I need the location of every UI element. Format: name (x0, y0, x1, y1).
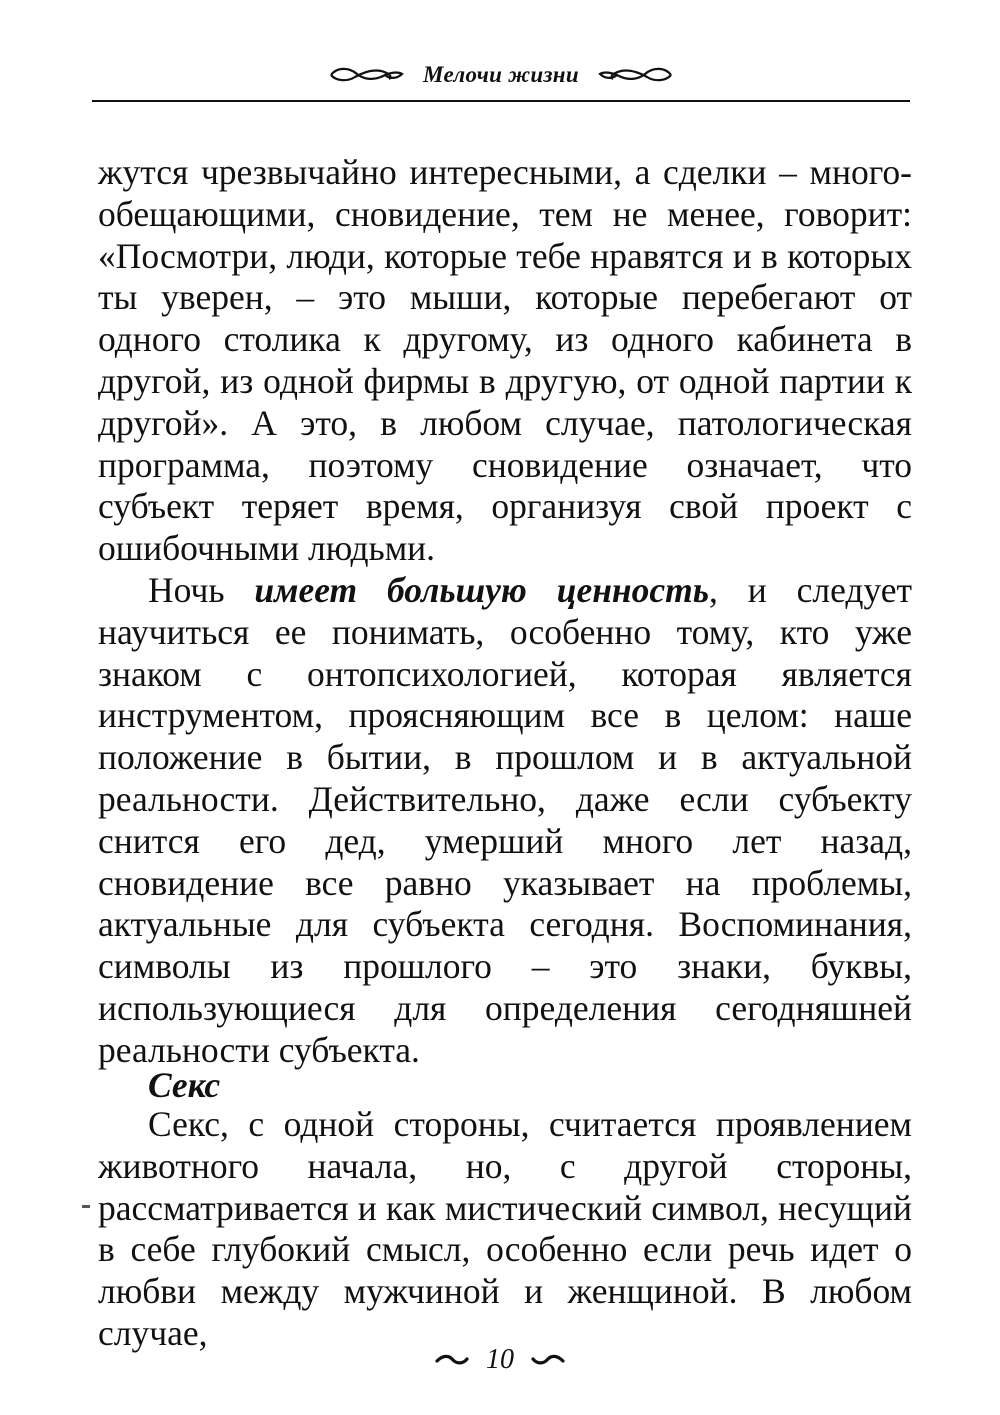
section-heading: Секс (148, 1065, 221, 1105)
header-rule (92, 100, 910, 102)
paragraph-night-lead: Ночь (148, 569, 255, 610)
section-paragraph: Секс, с одной стороны, считается проявлением животного начала, но, с другой стороны, рассматривается и как мистический символ, несущий в себе глубокий смысл, особенно если речь идет о любви между мужчиной и женщиной. В любом случае, (98, 1104, 912, 1353)
scroll-ornament-icon (327, 65, 405, 85)
print-speck (82, 1205, 90, 1208)
main-text (98, 152, 912, 1072)
emphasized-phrase: имеет большую ценность (254, 569, 709, 610)
page-folio (0, 1342, 1000, 1376)
scroll-ornament-icon (597, 65, 675, 85)
page-number: 10 (486, 1343, 514, 1375)
section-text (98, 1104, 912, 1355)
paragraph-continuation: жутся чрезвычайно интересными, а сделки – много-обещающими, сновидение, тем не менее, говорит: «Посмотри, люди, которые тебе нравятся и в которых ты уверен, – это мыши, которые перебегают от одного столика к другому, из одного кабинета в другой, из одной фирмы в другую, от одной партии к другой». А это, в любом случае, патологическая программа, поэтому сновидение означает, что субъект теряет время, организуя свой проект с ошибочными людьми. (98, 152, 912, 569)
folio-ornament-left-icon (435, 1354, 469, 1366)
folio-ornament-right-icon (531, 1354, 565, 1366)
paragraph-night (98, 570, 912, 1072)
running-head-title: Мелочи жизни (423, 62, 579, 87)
paragraph-night-rest: , и следует научиться ее понимать, особенно тому, кто уже знаком с онтопсихологией, которая является инструментом, проясняющим все в целом: наше положение в бытии, в прошлом и в актуальной реальности. Действительно, даже если субъекту снится его дед, умерший много лет назад, сновидение все равно указывает на проблемы, актуальные для субъекта сегодня. Воспоминания, символы из прошлого – это знаки, буквы, использующиеся для определения сегодняшней реальности субъекта. (98, 569, 912, 1070)
